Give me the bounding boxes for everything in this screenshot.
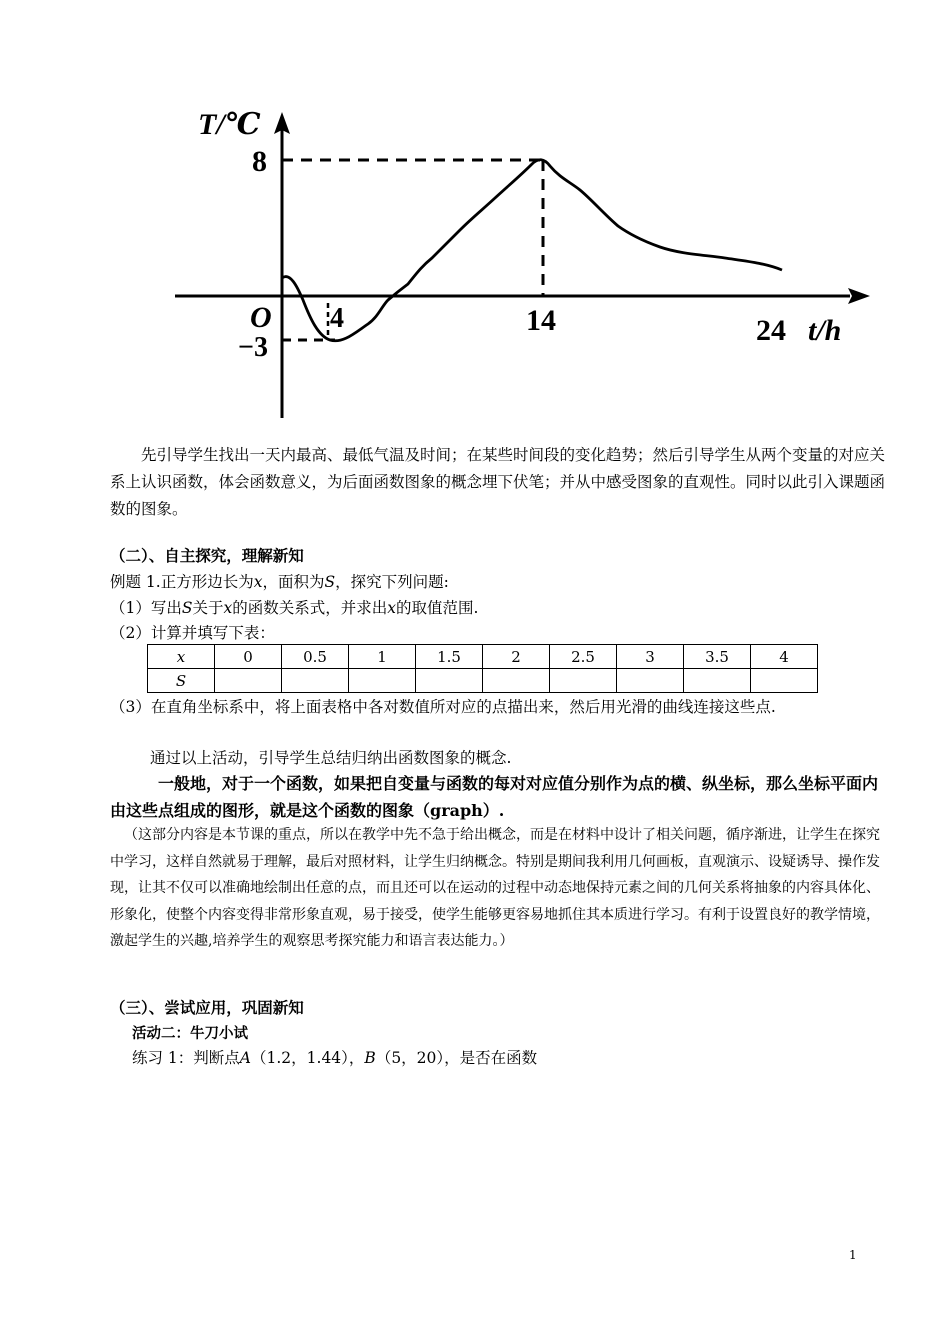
- example-suffix: ，探究下列问题:: [335, 573, 449, 591]
- table-cell: 4: [751, 645, 818, 669]
- table-cell-empty[interactable]: [751, 669, 818, 693]
- y-tick-min: −3: [238, 332, 268, 363]
- var-x: x: [223, 599, 233, 617]
- table-cell: 0: [215, 645, 282, 669]
- q1-prefix: （1）写出: [110, 599, 182, 617]
- var-s: S: [181, 599, 193, 617]
- table-cell-empty[interactable]: [617, 669, 684, 693]
- table-row-s: [148, 669, 818, 693]
- x-tick-max: 14: [526, 304, 556, 337]
- point-a: A: [239, 1049, 251, 1067]
- teaching-note: （这部分内容是本节课的重点，所以在教学中先不急于给出概念，而是在材料中设计了相关问题，循序渐进，让学生在探究中学习，这样自然就易于理解，最后对照材料，让学生归纳概念。特别是期间我利用几何画板，直观演示、设疑诱导、操作发现，让其不仅可以准确地绘制出任意的点，而且还可以在运动的过程中动态地保持元素之间的几何关系将抽象的内容具体化、形象化，使整个内容变得非常形象直观，易于接受，使学生能够更容易地抓住其本质进行学习。有利于设置良好的教学情境，激起学生的兴趣,培养学生的观察思考探究能力和语言表达能力。）: [110, 827, 880, 949]
- table-cell: 2.5: [550, 645, 617, 669]
- question-2: （2）计算并填写下表：: [110, 624, 275, 642]
- q1-mid2: 的函数关系式，并求出: [232, 599, 388, 617]
- table-cell-empty[interactable]: [416, 669, 483, 693]
- table-cell-empty[interactable]: [282, 669, 349, 693]
- table-cell-empty[interactable]: [215, 669, 282, 693]
- value-table: [147, 644, 818, 693]
- table-cell-empty[interactable]: [483, 669, 550, 693]
- example-prefix: 例题 1.正方形边长为: [110, 573, 254, 591]
- q1-mid1: 关于: [192, 599, 224, 617]
- var-x: x: [387, 599, 397, 617]
- table-cell: 2: [483, 645, 550, 669]
- temperature-graph: [160, 100, 880, 430]
- page-number: 1: [849, 1248, 857, 1262]
- table-cell: 1.5: [416, 645, 483, 669]
- example-mid: ，面积为: [262, 573, 325, 591]
- var-s: S: [324, 573, 336, 591]
- table-cell: 0.5: [282, 645, 349, 669]
- var-x: x: [253, 573, 263, 591]
- point-b: B: [364, 1049, 376, 1067]
- section2-heading: （二）、自主探究，理解新知: [110, 546, 304, 565]
- point-a-coords: （1.2，1.44），: [251, 1049, 365, 1067]
- table-row-x: [148, 645, 818, 669]
- table-cell-empty[interactable]: [349, 669, 416, 693]
- q1-suffix: 的取值范围.: [396, 599, 479, 617]
- origin-label: O: [250, 301, 272, 334]
- definition: 一般地，对于一个函数，如果把自变量与函数的每对对应值分别作为点的横、纵坐标，那么坐标平面内由这些点组成的图形，就是这个函数的图象（graph）.: [110, 774, 879, 820]
- table-cell-empty[interactable]: [550, 669, 617, 693]
- activity-title: 活动二：牛刀小试: [132, 1025, 248, 1042]
- y-axis-label: T/℃: [198, 108, 261, 141]
- table-cell: 3.5: [684, 645, 751, 669]
- table-cell: 3: [617, 645, 684, 669]
- table-cell-empty[interactable]: [684, 669, 751, 693]
- exercise-1: [132, 1046, 537, 1068]
- intro-paragraph: 先引导学生找出一天内最高、最低气温及时间；在某些时间段的变化趋势；然后引导学生从两个变量的对应关系上认识函数，体会函数意义，为后面函数图象的概念埋下伏笔；并从中感受图象的直观性。同时以此引入课题函数的图象。: [110, 446, 886, 518]
- row-header-x: x: [148, 645, 215, 669]
- row-header-s: S: [148, 669, 215, 693]
- table-cell: 1: [349, 645, 416, 669]
- summary: 通过以上活动，引导学生总结归纳出函数图象的概念.: [150, 749, 512, 767]
- example-1: [110, 570, 449, 592]
- y-tick-max: 8: [252, 145, 267, 178]
- section3-heading: （三）、尝试应用，巩固新知: [110, 998, 304, 1017]
- question-3: （3）在直角坐标系中，将上面表格中各对数值所对应的点描出来，然后用光滑的曲线连接这些点.: [110, 698, 776, 716]
- x-tick-min: 4: [330, 303, 344, 334]
- x-tick-end: 24: [756, 314, 786, 347]
- point-b-coords: （5，20），是否在函数: [375, 1049, 538, 1067]
- exercise-prefix: 练习 1：判断点: [132, 1049, 240, 1067]
- x-axis-arrow: [848, 288, 870, 304]
- x-axis-label: t/h: [808, 314, 842, 347]
- question-1: [110, 596, 478, 618]
